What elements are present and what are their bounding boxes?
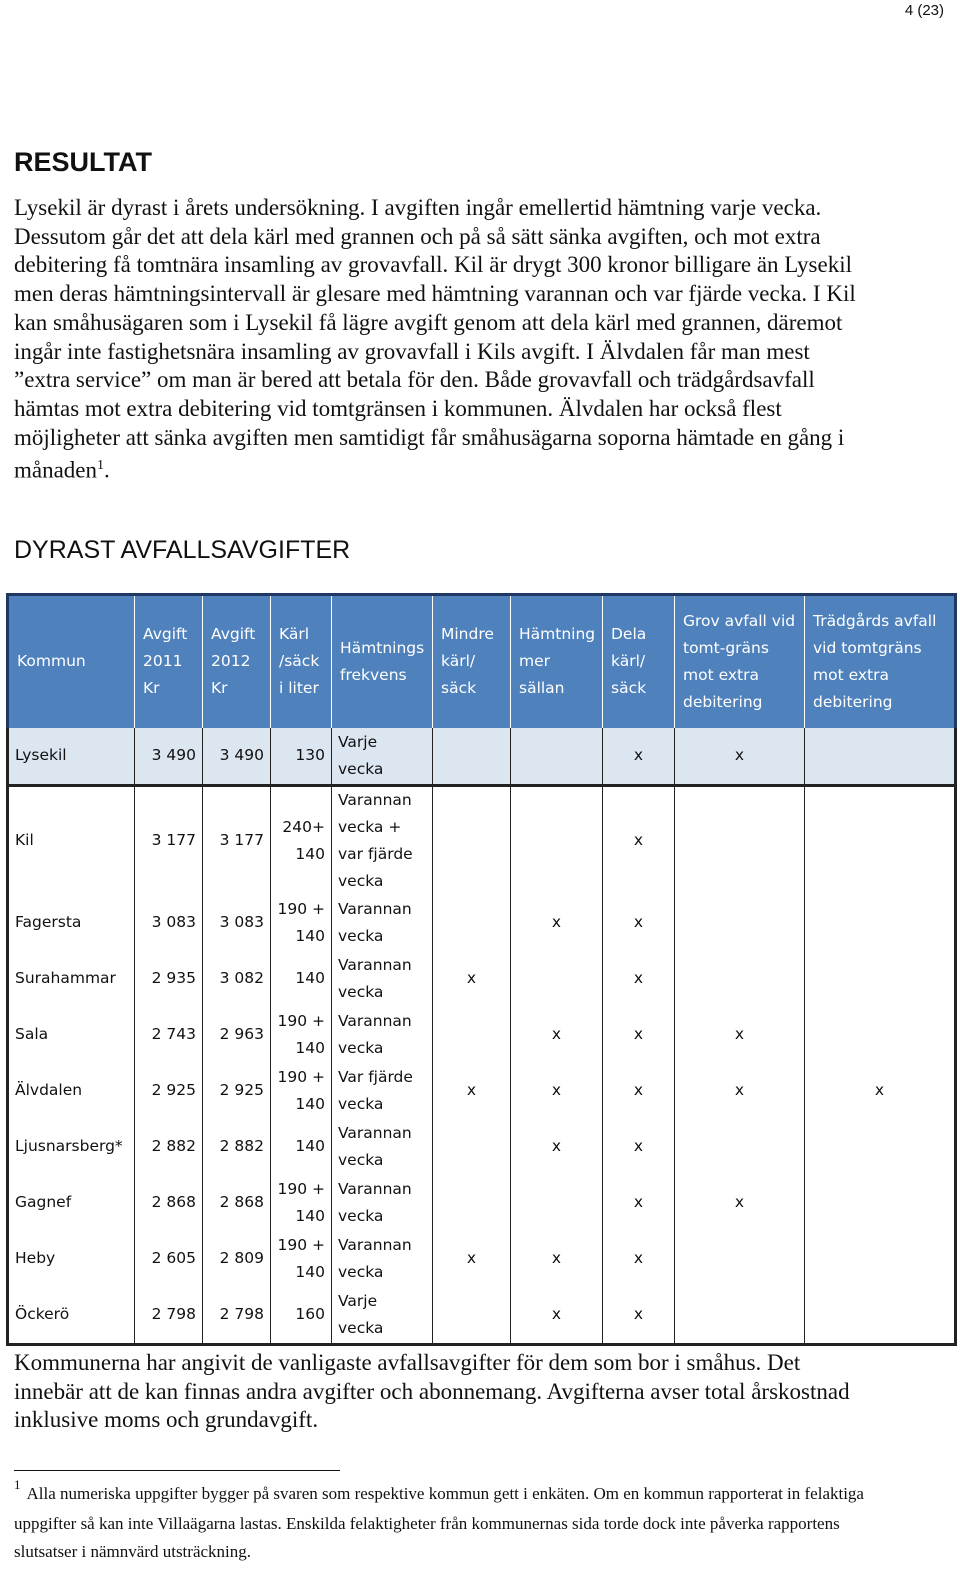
cell-grov: x (675, 1175, 805, 1231)
cell-mer-sallan: x (511, 1119, 603, 1175)
table-row (8, 1063, 956, 1119)
cell-avgift-2012: 3 490 (203, 728, 271, 786)
col-header-kommun: Kommun (8, 595, 135, 728)
table-heading: DYRAST AVFALLSAVGIFTER (14, 536, 351, 564)
cell-mer-sallan: x (511, 1287, 603, 1345)
cell-grov: x (675, 1063, 805, 1119)
cell-dela: x (603, 785, 675, 895)
cell-karl: 190 + 140 (271, 1231, 332, 1287)
cell-kommun: Fagersta (8, 895, 135, 951)
cell-kommun: Ljusnarsberg* (8, 1119, 135, 1175)
cell-avgift-2011: 2 605 (135, 1231, 203, 1287)
cell-grov (675, 895, 805, 951)
col-header-hamtning-mer-sallan: Hämtning mer sällan (511, 595, 603, 728)
intro-text: Lysekil är dyrast i årets undersökning. I avgiften ingår emellertid hämtning varje vecka. Dessutom går det att dela kärl med grannen och på så sätt sänka avgiften, och mot extra debitering få tomtnära insamling av grovavfall. Kil är drygt 300 kronor billigare än Lysekil men deras hämtningsintervall är glesare med hämtning varannan och var fjärde vecka. I Kil kan småhusägaren som i Lysekil få lägre avgift genom att dela kärl med grannen, däremot ingår inte fastighetsnära insamling av grovavfall i Kils avgift. I Älvdalen får man mest ”extra service” om man är bered att betala för den. Både grovavfall och trädgårdsavfall hämtas mot extra debitering vid tomtgränsen i kommunen. Älvdalen har också flest möjligheter att sänka avgiften men samtidigt får småhusägarna soporna hämtade en gång i månaden (14, 195, 856, 483)
cell-tradgard (805, 1007, 956, 1063)
cell-mindre (433, 1007, 511, 1063)
cell-avgift-2012: 3 083 (203, 895, 271, 951)
col-header-grovavfall: Grov avfall vid tomt-gräns mot extra debitering (675, 595, 805, 728)
cell-grov (675, 1119, 805, 1175)
cell-grov (675, 1287, 805, 1345)
table-row (8, 951, 956, 1007)
cell-karl: 190 + 140 (271, 1063, 332, 1119)
cell-frekvens: Varannan vecka (332, 1231, 433, 1287)
cell-tradgard (805, 951, 956, 1007)
cell-mindre (433, 895, 511, 951)
cell-frekvens: Varannan vecka (332, 1119, 433, 1175)
cell-avgift-2012: 3 082 (203, 951, 271, 1007)
cell-frekvens: Var fjärde vecka (332, 1063, 433, 1119)
cell-kommun: Älvdalen (8, 1063, 135, 1119)
cell-tradgard (805, 1287, 956, 1345)
cell-frekvens: Varannan vecka (332, 895, 433, 951)
cell-kommun: Sala (8, 1007, 135, 1063)
cell-mindre: x (433, 1231, 511, 1287)
fees-table (6, 593, 957, 1346)
cell-dela: x (603, 728, 675, 786)
cell-karl: 190 + 140 (271, 895, 332, 951)
cell-mer-sallan: x (511, 895, 603, 951)
table-row (8, 1119, 956, 1175)
cell-frekvens: Varannan vecka (332, 1007, 433, 1063)
cell-dela: x (603, 1231, 675, 1287)
cell-avgift-2011: 2 925 (135, 1063, 203, 1119)
cell-avgift-2011: 2 868 (135, 1175, 203, 1231)
cell-mindre (433, 728, 511, 786)
cell-kommun: Lysekil (8, 728, 135, 786)
section-title: RESULTAT (14, 147, 152, 177)
cell-kommun: Gagnef (8, 1175, 135, 1231)
cell-mer-sallan: x (511, 1007, 603, 1063)
cell-avgift-2011: 3 490 (135, 728, 203, 786)
cell-tradgard: x (805, 1063, 956, 1119)
cell-grov (675, 1231, 805, 1287)
table-row (8, 895, 956, 951)
cell-mindre (433, 785, 511, 895)
cell-avgift-2012: 2 809 (203, 1231, 271, 1287)
cell-tradgard (805, 785, 956, 895)
cell-mer-sallan (511, 728, 603, 786)
cell-dela: x (603, 1007, 675, 1063)
cell-kommun: Surahammar (8, 951, 135, 1007)
cell-tradgard (805, 728, 956, 786)
cell-avgift-2011: 3 083 (135, 895, 203, 951)
cell-karl: 140 (271, 951, 332, 1007)
table-row (8, 785, 956, 895)
cell-dela: x (603, 1175, 675, 1231)
col-header-frekvens: Hämtnings frekvens (332, 595, 433, 728)
cell-avgift-2012: 3 177 (203, 785, 271, 895)
col-header-avgift-2011: Avgift 2011 Kr (135, 595, 203, 728)
cell-avgift-2012: 2 868 (203, 1175, 271, 1231)
table-header-row (8, 595, 956, 728)
cell-karl: 160 (271, 1287, 332, 1345)
col-header-avgift-2012: Avgift 2012 Kr (203, 595, 271, 728)
cell-avgift-2011: 3 177 (135, 785, 203, 895)
cell-dela: x (603, 895, 675, 951)
col-header-tradgardsavfall: Trädgårds avfall vid tomtgräns mot extra debitering (805, 595, 956, 728)
cell-tradgard (805, 1119, 956, 1175)
table-row (8, 728, 956, 786)
col-header-karl: Kärl /säck i liter (271, 595, 332, 728)
cell-mindre: x (433, 951, 511, 1007)
cell-frekvens: Varannan vecka (332, 1175, 433, 1231)
table-row (8, 1231, 956, 1287)
cell-mer-sallan (511, 785, 603, 895)
cell-avgift-2011: 2 882 (135, 1119, 203, 1175)
cell-frekvens: Varannan vecka (332, 951, 433, 1007)
table-row (8, 1007, 956, 1063)
cell-karl: 190 + 140 (271, 1007, 332, 1063)
cell-mer-sallan: x (511, 1231, 603, 1287)
cell-frekvens: Varje vecka (332, 1287, 433, 1345)
cell-mindre (433, 1175, 511, 1231)
cell-frekvens: Varannan vecka + var fjärde vecka (332, 785, 433, 895)
cell-tradgard (805, 1231, 956, 1287)
cell-mer-sallan (511, 1175, 603, 1231)
table-row (8, 1287, 956, 1345)
cell-dela: x (603, 1287, 675, 1345)
intro-period: . (104, 457, 110, 483)
page-number: 4 (23) (904, 2, 944, 19)
cell-mindre (433, 1119, 511, 1175)
cell-grov: x (675, 1007, 805, 1063)
footnote-text: Alla numeriska uppgifter bygger på svaren som respektive kommun gett i enkäten. Om en kommun rapporterat in felaktiga uppgifter så kan inte Villaägarna lastas. Enskilda felaktigheter från kommunernas sida torde dock inte påverka rapportens slutsatser i nämnvärd utsträckning. (14, 1484, 864, 1561)
table-note: Kommunerna har angivit de vanligaste avfallsavgifter för dem som bor i småhus. Det innebär att de kan finnas andra avgifter och abonnemang. Avgifterna avser total årskostnad inklusive moms och grundavgift. (14, 1350, 850, 1433)
cell-avgift-2011: 2 743 (135, 1007, 203, 1063)
cell-tradgard (805, 895, 956, 951)
cell-avgift-2012: 2 798 (203, 1287, 271, 1345)
cell-avgift-2011: 2 935 (135, 951, 203, 1007)
footnote-divider (14, 1470, 340, 1471)
cell-avgift-2012: 2 925 (203, 1063, 271, 1119)
cell-kommun: Kil (8, 785, 135, 895)
cell-mindre: x (433, 1063, 511, 1119)
footnote-reference: 1 (97, 458, 105, 474)
footnote (14, 1477, 874, 1567)
footnote-mark: 1 (14, 1477, 21, 1492)
cell-karl: 140 (271, 1119, 332, 1175)
intro-paragraph (14, 194, 859, 486)
cell-karl: 240+ 140 (271, 785, 332, 895)
cell-karl: 130 (271, 728, 332, 786)
cell-dela: x (603, 951, 675, 1007)
col-header-dela-karl: Dela kärl/ säck (603, 595, 675, 728)
cell-avgift-2012: 2 882 (203, 1119, 271, 1175)
cell-mindre (433, 1287, 511, 1345)
cell-tradgard (805, 1175, 956, 1231)
cell-karl: 190 + 140 (271, 1175, 332, 1231)
cell-dela: x (603, 1119, 675, 1175)
cell-grov: x (675, 728, 805, 786)
cell-grov (675, 785, 805, 895)
cell-frekvens: Varje vecka (332, 728, 433, 786)
cell-mer-sallan: x (511, 1063, 603, 1119)
cell-dela: x (603, 1063, 675, 1119)
cell-mer-sallan (511, 951, 603, 1007)
cell-kommun: Öckerö (8, 1287, 135, 1345)
cell-avgift-2011: 2 798 (135, 1287, 203, 1345)
cell-kommun: Heby (8, 1231, 135, 1287)
cell-grov (675, 951, 805, 1007)
col-header-mindre-karl: Mindre kärl/ säck (433, 595, 511, 728)
cell-avgift-2012: 2 963 (203, 1007, 271, 1063)
table-row (8, 1175, 956, 1231)
